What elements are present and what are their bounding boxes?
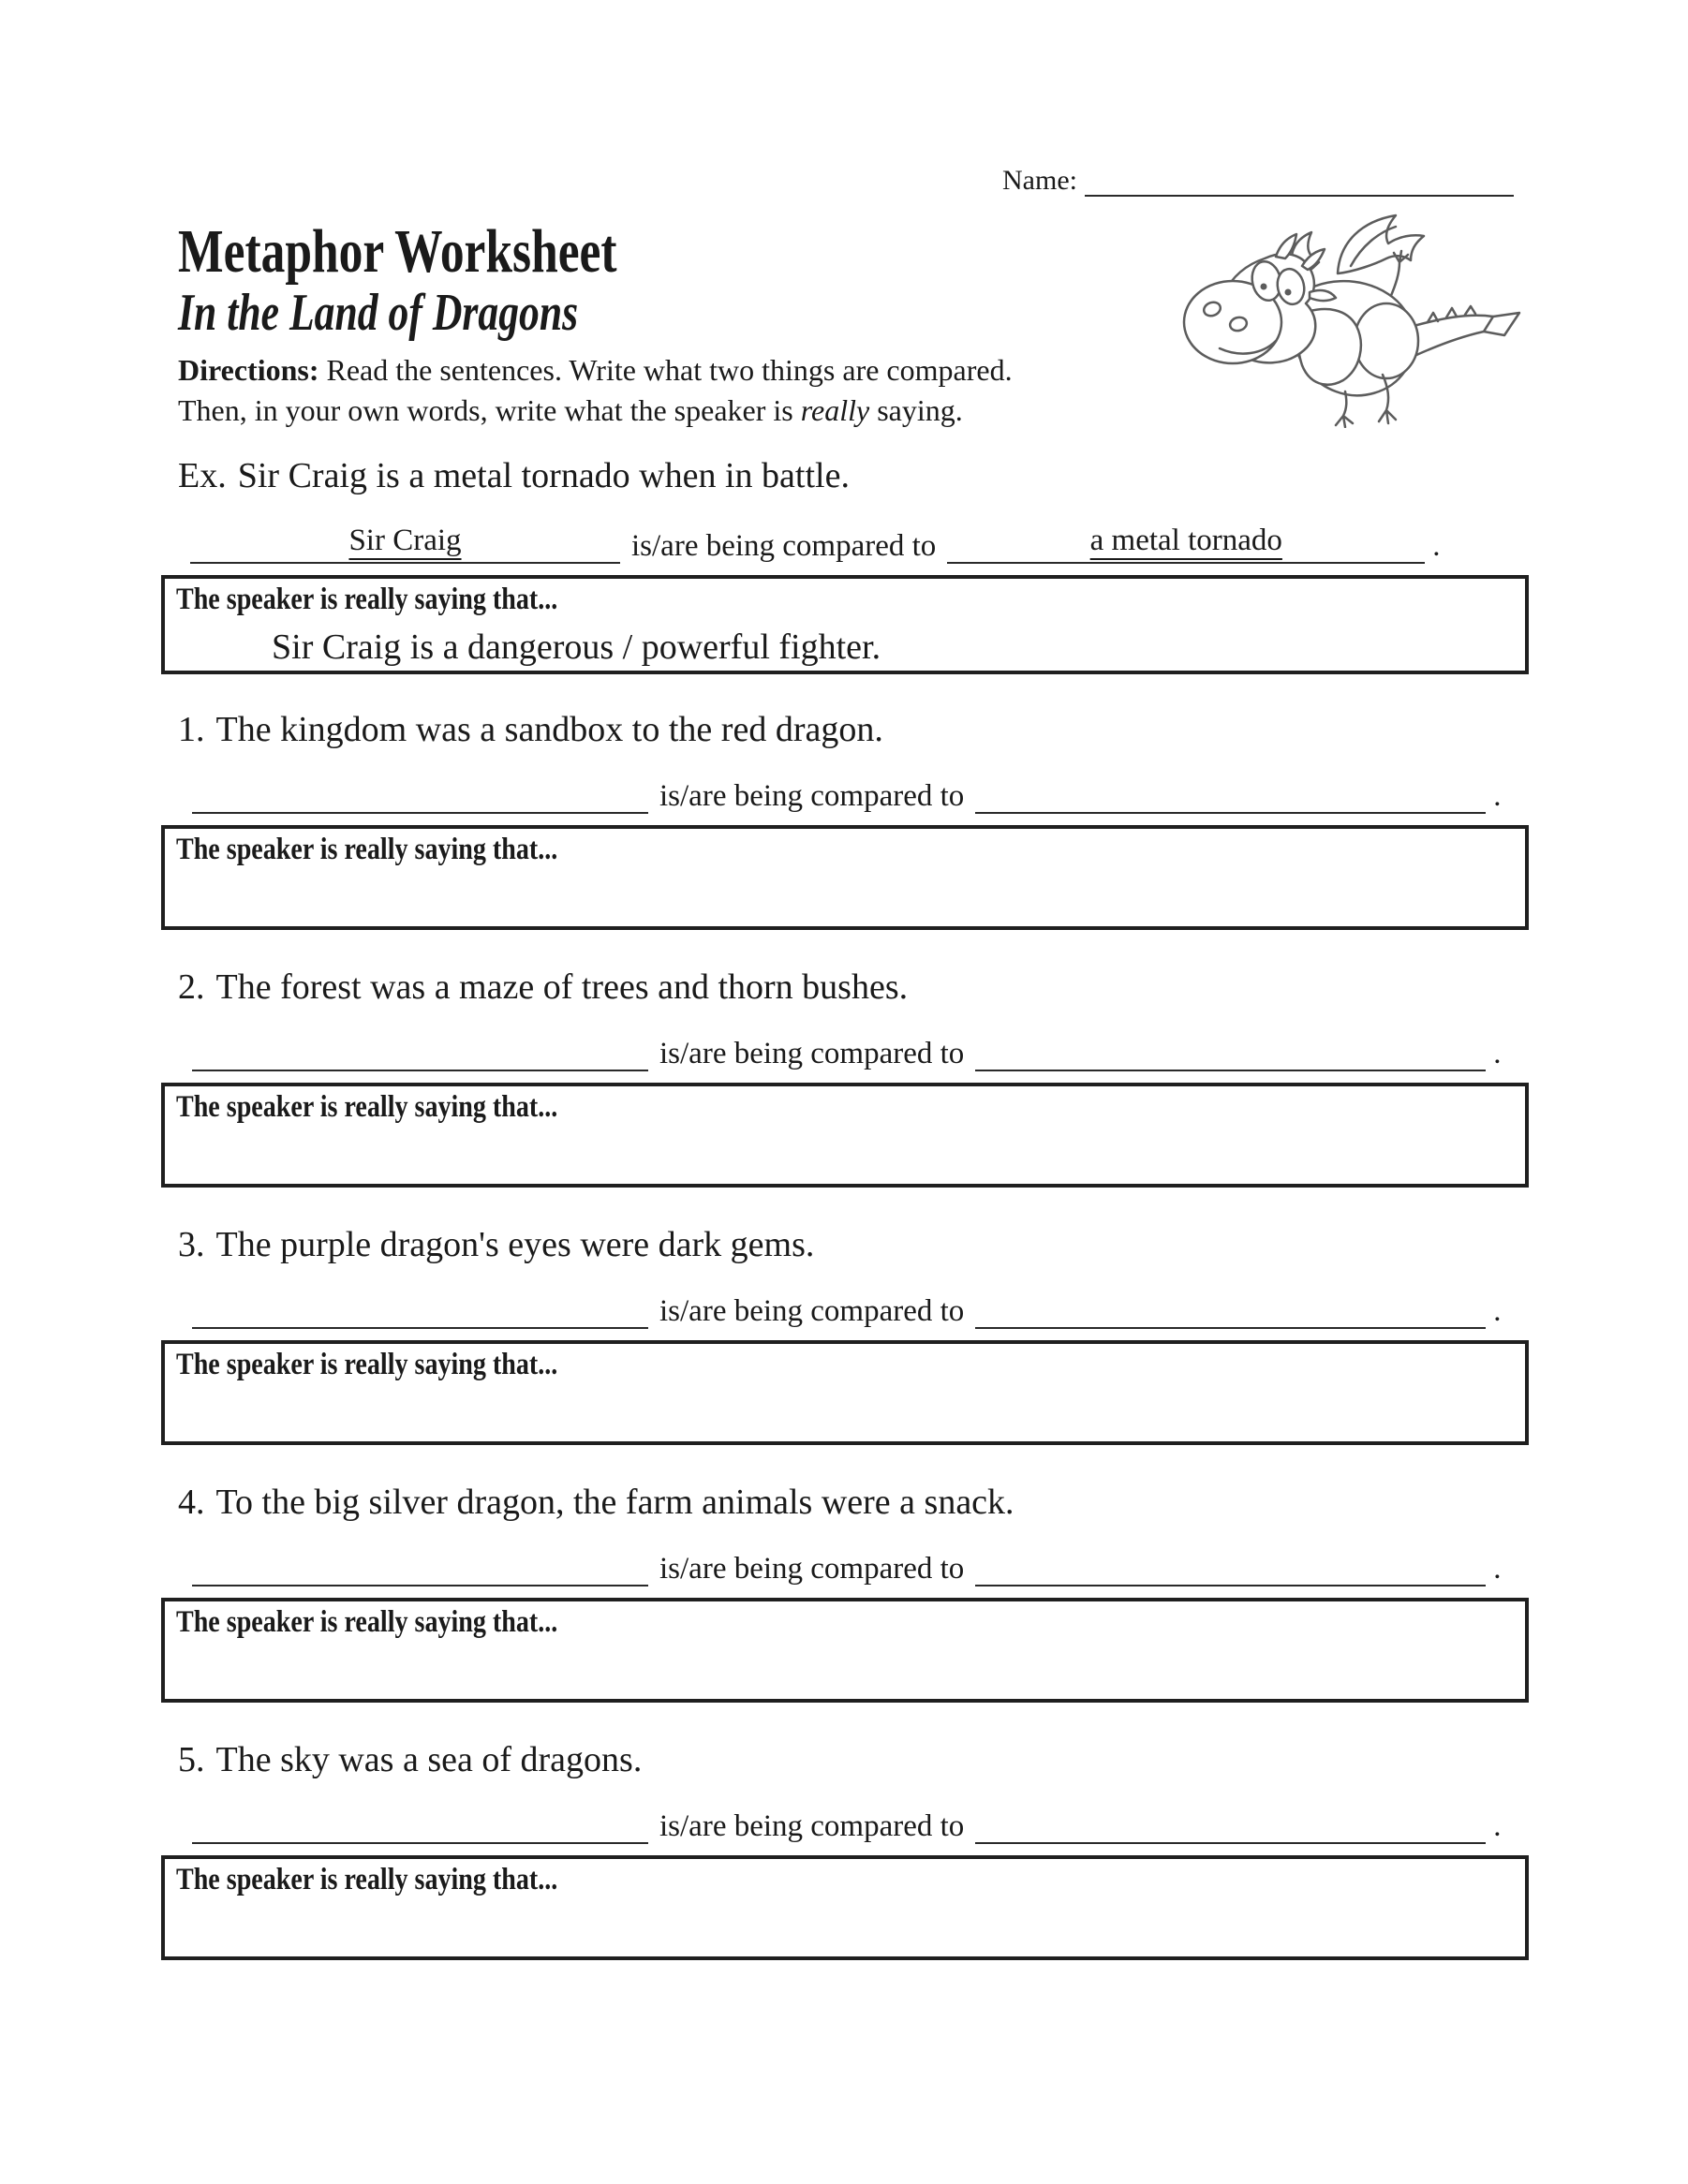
question-answer-row [178,771,1502,814]
compare-text: is/are being compared to [659,1294,965,1328]
answer-blank-1 [192,1286,648,1329]
speaker-box [161,1340,1529,1445]
directions [178,350,1208,431]
example-prefix: Ex. [178,456,227,495]
question-sentence: 4. To the big silver dragon, the farm animals were a snack. [178,1483,1014,1522]
speaker-box [161,1855,1529,1960]
cartoon-dragon-illustration [1154,208,1529,433]
example-blank-1 [190,521,620,564]
page-subtitle: In the Land of Dragons [178,284,579,342]
directions-line-2: Then, in your own words, write what the speaker is really saying. [178,393,963,427]
speaker-box-label: The speaker is really saying that... [176,583,558,616]
page-title: Metaphor Worksheet [178,217,617,286]
directions-line-1: Directions: Read the sentences. Write what two things are compared. [178,353,1013,387]
answer-blank-1 [192,1801,648,1844]
question-answer-row [178,1028,1502,1071]
question-sentence: 2. The forest was a maze of trees and thorn bushes. [178,967,909,1007]
line-end: . [1493,779,1502,813]
answer-blank-2 [975,1801,1486,1844]
question-sentence: 1. The kingdom was a sandbox to the red dragon. [178,710,883,749]
speaker-box [161,825,1529,930]
example-speaker-box [161,575,1529,674]
example-sentence: Ex. Sir Craig is a metal tornado when in battle. [178,456,850,495]
example-answer-2: a metal tornado [1089,524,1282,557]
compare-text: is/are being compared to [659,1552,965,1586]
compare-text: is/are being compared to [659,1037,965,1070]
answer-blank-1 [192,1028,648,1071]
line-end: . [1493,1037,1502,1070]
example-box-answer: Sir Craig is a dangerous / powerful fighter. [272,627,881,667]
example-answer-1: Sir Craig [348,524,462,557]
speaker-box-label: The speaker is really saying that... [176,1090,558,1124]
compare-text: is/are being compared to [631,529,937,563]
example-blank-2 [947,521,1425,564]
name-label: Name: [1002,165,1077,196]
line-end: . [1493,1552,1502,1586]
speaker-box-label: The speaker is really saying that... [176,833,558,866]
compare-text: is/are being compared to [659,779,965,813]
line-end: . [1493,1294,1502,1328]
question-answer-row [178,1801,1502,1844]
compare-text: is/are being compared to [659,1809,965,1843]
directions-label: Directions: [178,353,319,387]
question-answer-row [178,1286,1502,1329]
example-answer-row [178,521,1441,564]
speaker-box [161,1083,1529,1188]
speaker-box [161,1598,1529,1703]
question-sentence: 3. The purple dragon's eyes were dark gems. [178,1225,815,1264]
name-blank-line [1085,161,1514,197]
answer-blank-2 [975,1543,1486,1586]
question-answer-row [178,1543,1502,1586]
speaker-box-label: The speaker is really saying that... [176,1348,558,1381]
question-sentence: 5. The sky was a sea of dragons. [178,1740,643,1779]
line-end: . [1432,529,1441,563]
line-end: . [1493,1809,1502,1843]
name-row [1002,161,1514,197]
answer-blank-1 [192,1543,648,1586]
answer-blank-1 [192,771,648,814]
speaker-box-label: The speaker is really saying that... [176,1605,558,1639]
answer-blank-2 [975,1286,1486,1329]
speaker-box-label: The speaker is really saying that... [176,1863,558,1896]
answer-blank-2 [975,771,1486,814]
dragon-svg [1154,208,1529,428]
answer-blank-2 [975,1028,1486,1071]
